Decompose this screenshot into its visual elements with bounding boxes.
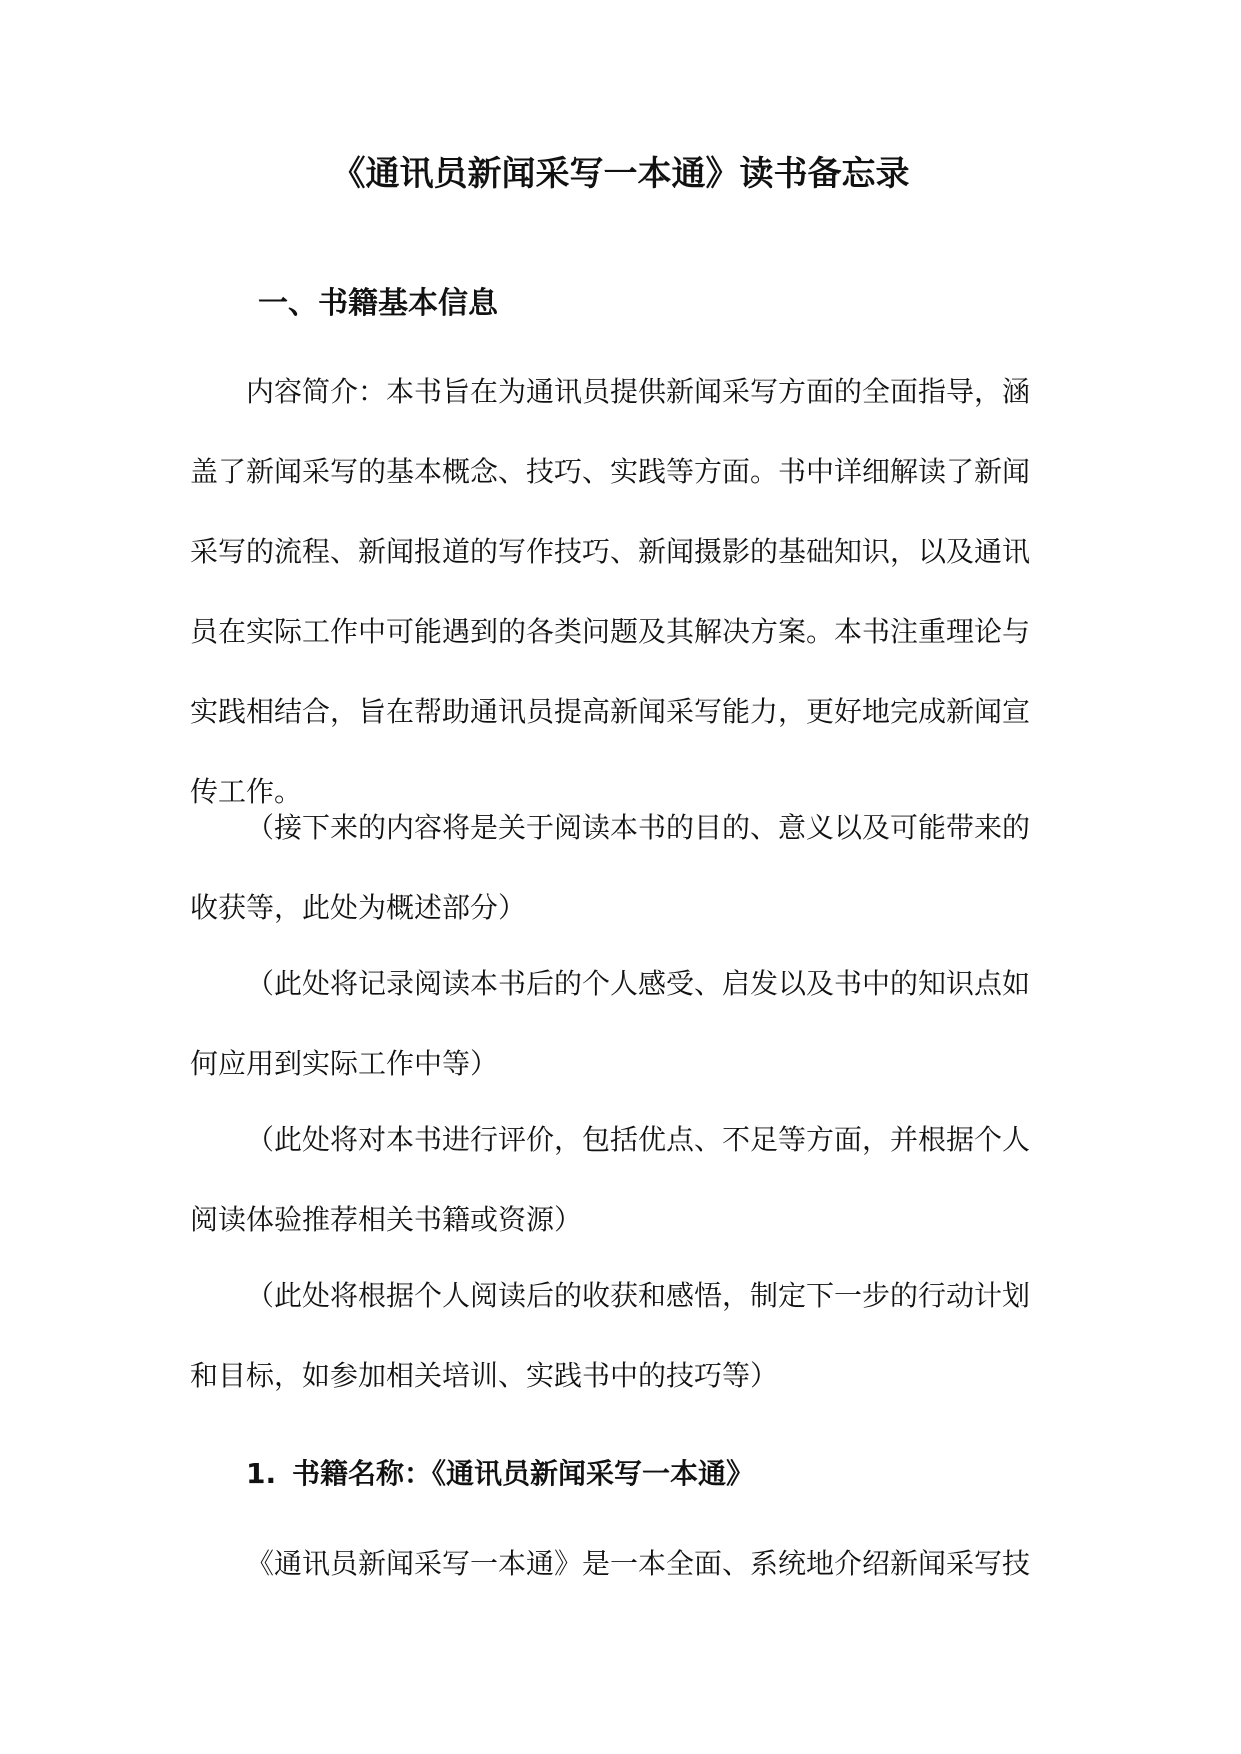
intro-line-3: 采写的流程、新闻报道的写作技巧、新闻摄影的基础知识，以及通讯	[190, 535, 1031, 568]
note-paragraph-purpose	[190, 788, 1050, 948]
book-line-1: 《通讯员新闻采写一本通》是一本全面、系统地介绍新闻采写技	[246, 1547, 1031, 1580]
book-paragraph	[190, 1524, 1050, 1604]
document-title: 《通讯员新闻采写一本通》读书备忘录	[331, 154, 910, 194]
intro-line-5: 实践相结合，旨在帮助通讯员提高新闻采写能力，更好地完成新闻宣	[190, 695, 1031, 728]
note-3-line-1: （此处将对本书进行评价，包括优点、不足等方面，并根据个人	[246, 1123, 1031, 1156]
note-paragraph-reflection	[190, 944, 1050, 1104]
subheading-text: 书籍名称：《通讯员新闻采写一本通》	[292, 1457, 755, 1490]
note-2-line-2: 何应用到实际工作中等）	[190, 1047, 499, 1080]
intro-paragraph	[190, 352, 1050, 832]
note-4-line-1: （此处将根据个人阅读后的收获和感悟，制定下一步的行动计划	[246, 1279, 1031, 1312]
note-4-line-2: 和目标，如参加相关培训、实践书中的技巧等）	[190, 1359, 779, 1392]
intro-line-4: 员在实际工作中可能遇到的各类问题及其解决方案。本书注重理论与	[190, 615, 1031, 648]
intro-line-2: 盖了新闻采写的基本概念、技巧、实践等方面。书中详细解读了新闻	[190, 455, 1031, 488]
section-heading-book-info: 一、书籍基本信息	[258, 286, 498, 321]
note-paragraph-action-plan	[190, 1256, 1050, 1416]
subheading-book-name	[246, 1454, 754, 1494]
note-1-line-1: （接下来的内容将是关于阅读本书的目的、意义以及可能带来的	[246, 811, 1031, 844]
intro-line-1: 内容简介：本书旨在为通讯员提供新闻采写方面的全面指导，涵	[246, 375, 1031, 408]
note-3-line-2: 阅读体验推荐相关书籍或资源）	[190, 1203, 583, 1236]
note-1-line-2: 收获等，此处为概述部分）	[190, 891, 527, 924]
intro-line-6: 传工作。	[190, 775, 303, 808]
subheading-number: 1.	[246, 1457, 277, 1490]
note-2-line-1: （此处将记录阅读本书后的个人感受、启发以及书中的知识点如	[246, 967, 1031, 1000]
note-paragraph-evaluation	[190, 1100, 1050, 1260]
